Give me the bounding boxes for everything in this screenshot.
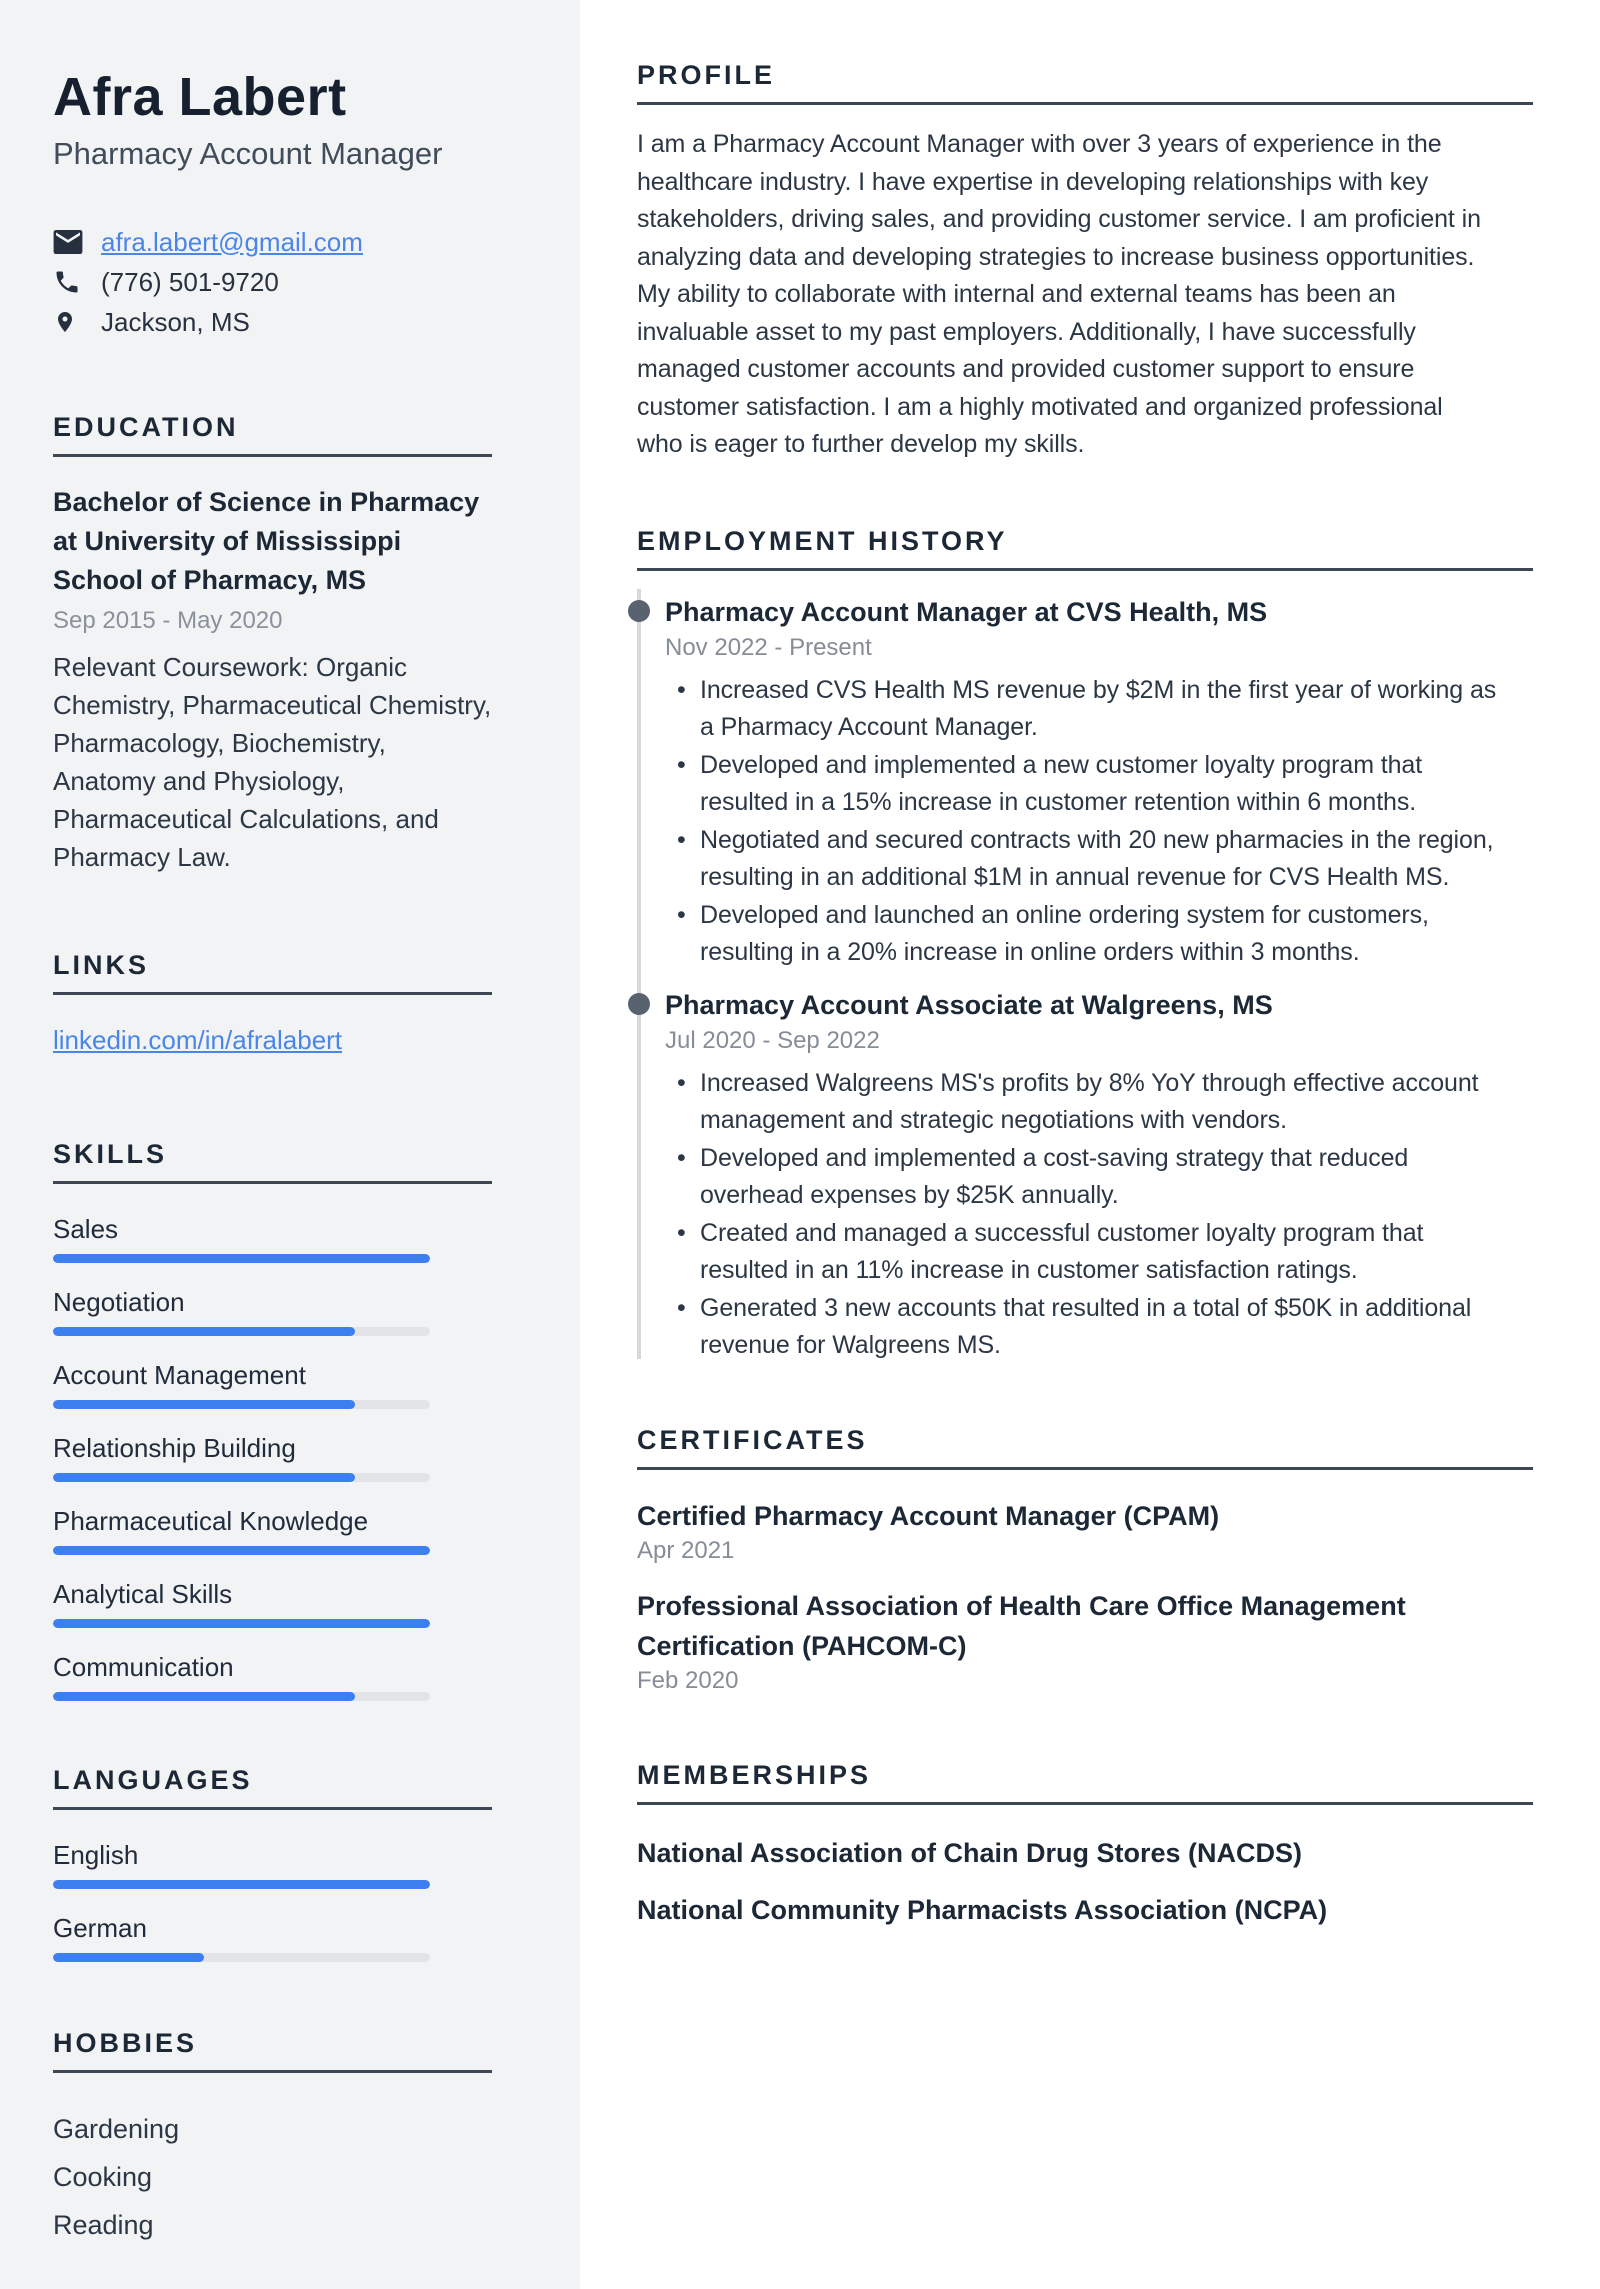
hobbies-heading: HOBBIES [53,2028,198,2058]
section-divider [637,1467,1533,1470]
skill-bar-fill [53,1546,430,1555]
job-dates: Nov 2022 - Present [665,633,872,661]
degree-title: Bachelor of Science in Pharmacy at University of Mississippi School of Pharmacy, MS [53,487,480,595]
certificate-date: Feb 2020 [637,1666,739,1694]
skill-bar-track [53,1692,430,1701]
memberships-list [637,1833,1533,1930]
skill-bar-fill [53,1473,355,1482]
skills-heading: SKILLS [53,1139,168,1169]
skill-bar-track [53,1546,430,1555]
timeline-dot [628,993,650,1015]
job-bullet [665,822,1533,897]
skill-label: Account Management [53,1360,306,1390]
contact-block [53,226,492,338]
email-icon [53,227,87,257]
external-link[interactable]: linkedin.com/in/afralabert [53,1025,343,1055]
contact-email-row [53,226,492,258]
bullet-text: Developed and launched an online ordering system for customers, resulting in a 20% increase in online orders within 3 months. [700,900,1429,966]
bullet-text: Generated 3 new accounts that resulted in a total of $50K in additional revenue for Walgreens MS. [700,1293,1472,1359]
certificates-section [637,1425,1533,1696]
language-bar-track [53,1953,430,1962]
language-item [53,1840,492,1889]
job-bullet [665,1140,1533,1215]
timeline-dot [628,600,650,622]
skill-item [53,1579,492,1628]
job-bullet-list [665,1065,1533,1365]
skill-bar-fill [53,1254,430,1263]
job-bullet [665,897,1533,972]
skills-section [53,1139,492,1701]
employment-timeline [637,597,1533,1365]
skill-label: Analytical Skills [53,1579,233,1609]
phone-number: (776) 501-9720 [101,266,279,297]
section-divider [637,568,1533,571]
job-dates: Jul 2020 - Sep 2022 [665,1026,880,1054]
profile-text: I am a Pharmacy Account Manager with over 3 years of experience in the healthcare industry. I have expertise in developing relationships with key stakeholders, driving sales, and providing customer service. I am proficient in analyzing data and developing strategies to increase business opportunities. My ability to collaborate with internal and external teams has been an invaluable asset to my past employers. Additionally, I have successfully managed customer accounts and provided customer support to ensure customer satisfaction. I am a highly motivated and organized professional who is eager to further develop my skills. [637,130,1481,458]
job-bullet [665,1065,1533,1140]
skill-item [53,1287,492,1336]
profile-heading: PROFILE [637,60,776,90]
education-heading: EDUCATION [53,412,239,442]
skill-bar-fill [53,1692,355,1701]
job-bullet [665,747,1533,822]
bullet-text: Increased CVS Health MS revenue by $2M in the first year of working as a Pharmacy Account Manager. [700,675,1497,741]
skill-item [53,1652,492,1701]
phone-icon [53,267,87,297]
language-label: English [53,1840,139,1870]
contact-phone-row [53,266,492,298]
skill-item [53,1506,492,1555]
skills-list [53,1214,492,1701]
skill-bar-fill [53,1327,355,1336]
membership-item: National Community Pharmacists Association (NCPA) [637,1894,1328,1925]
hobby-item: Gardening [53,2114,180,2144]
bullet-glyph [665,1290,700,1365]
bullet-glyph [665,747,700,822]
bullet-glyph [665,897,700,972]
job-bullet [665,1215,1533,1290]
skill-bar-fill [53,1619,430,1628]
skill-label: Relationship Building [53,1433,296,1463]
job-bullet [665,1290,1533,1365]
skill-bar-fill [53,1400,355,1409]
job-bullet [665,672,1533,747]
section-divider [637,1802,1533,1805]
certificates-list [637,1496,1533,1696]
person-name: Afra Labert [53,67,347,127]
section-divider [53,992,492,995]
skill-item [53,1360,492,1409]
bullet-glyph [665,1065,700,1140]
location-pin-icon [53,307,87,337]
bullet-glyph [665,1140,700,1215]
education-description: Relevant Coursework: Organic Chemistry, Pharmaceutical Chemistry, Pharmacology, Biochemistry, Anatomy and Physiology, Pharmaceutical Calculations, and Pharmacy Law. [53,652,492,872]
email-link[interactable]: afra.labert@gmail.com [101,226,363,257]
section-divider [53,1807,492,1810]
bullet-glyph [665,1215,700,1290]
bullet-text: Created and managed a successful customer loyalty program that resulted in an 11% increase in customer satisfaction ratings. [700,1218,1424,1284]
hobby-item: Cooking [53,2162,153,2192]
links-heading: LINKS [53,950,149,980]
bullet-text: Negotiated and secured contracts with 20 new pharmacies in the region, resulting in an additional $1M in annual revenue for CVS Health MS. [700,825,1494,891]
job-title: Pharmacy Account Manager at CVS Health, MS [665,596,1268,627]
certificate-item [637,1496,1533,1566]
links-section [53,950,492,1057]
section-divider [637,102,1533,105]
employment-section [637,526,1533,1365]
job-title: Pharmacy Account Associate at Walgreens, MS [665,989,1273,1020]
job-entry [665,990,1533,1365]
certificates-heading: CERTIFICATES [637,1424,868,1455]
hobby-item: Reading [53,2210,154,2240]
language-bar-track [53,1880,430,1889]
memberships-section [637,1760,1533,1930]
education-dates: Sep 2015 - May 2020 [53,607,283,634]
bullet-glyph [665,672,700,747]
skill-bar-track [53,1473,430,1482]
hobbies-list [53,2105,492,2249]
timeline-line [637,589,641,1359]
certificate-item [637,1586,1533,1696]
bullet-glyph [665,822,700,897]
section-divider [53,1181,492,1184]
skill-label: Communication [53,1652,234,1682]
person-job-title: Pharmacy Account Manager [53,136,443,171]
language-label: German [53,1913,147,1943]
hobbies-section [53,2028,492,2249]
certificate-date: Apr 2021 [637,1536,735,1564]
membership-item: National Association of Chain Drug Stores (NACDS) [637,1837,1303,1868]
skill-bar-track [53,1400,430,1409]
skill-label: Pharmaceutical Knowledge [53,1506,369,1536]
job-entry [665,597,1533,972]
location-text: Jackson, MS [101,306,250,337]
main-column [580,0,1600,2289]
language-bar-fill [53,1880,430,1889]
bullet-text: Increased Walgreens MS's profits by 8% YoY through effective account management and strategic negotiations with vendors. [700,1068,1479,1134]
language-item [53,1913,492,1962]
bullet-text: Developed and implemented a new customer loyalty program that resulted in a 15% increase in customer retention within 6 months. [700,750,1423,816]
education-section [53,412,492,876]
certificate-title: Professional Association of Health Care Office Management Certification (PAHCOM-C) [637,1590,1406,1661]
skill-label: Sales [53,1214,119,1244]
languages-list [53,1840,492,1962]
employment-heading: EMPLOYMENT HISTORY [637,525,1008,556]
job-bullet-list [665,672,1533,972]
skill-bar-track [53,1254,430,1263]
certificate-title: Certified Pharmacy Account Manager (CPAM) [637,1500,1220,1531]
memberships-heading: MEMBERSHIPS [637,1759,872,1790]
sidebar [0,0,580,2289]
languages-heading: LANGUAGES [53,1765,253,1795]
skill-bar-track [53,1619,430,1628]
section-divider [53,454,492,457]
skill-item [53,1433,492,1482]
profile-section [637,60,1533,464]
bullet-text: Developed and implemented a cost-saving strategy that reduced overhead expenses by $25K annually. [700,1143,1409,1209]
section-divider [53,2070,492,2073]
contact-location-row [53,306,492,338]
languages-section [53,1765,492,1962]
skill-item [53,1214,492,1263]
links-list [53,1023,492,1057]
skill-label: Negotiation [53,1287,185,1317]
skill-bar-track [53,1327,430,1336]
language-bar-fill [53,1953,204,1962]
